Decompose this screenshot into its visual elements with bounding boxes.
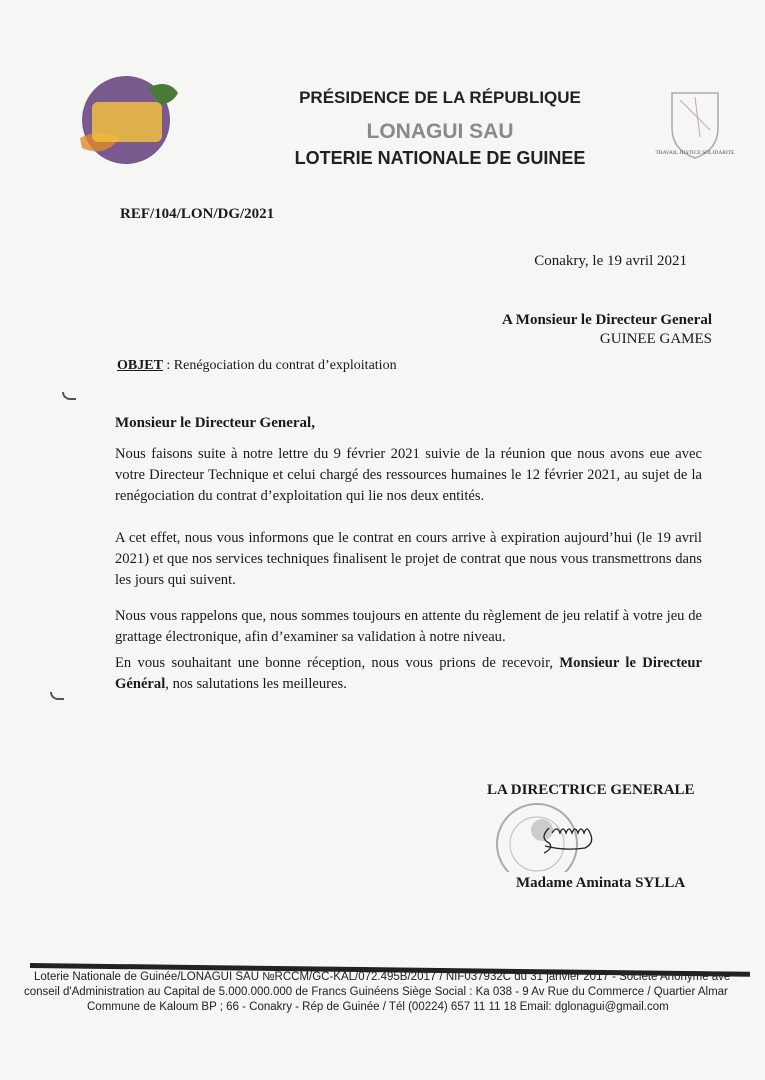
object-label: OBJET (117, 358, 163, 373)
closing-text: En vous souhaitant une bonne réception, nous vous prions de recevoir, (115, 655, 560, 671)
presidency-heading: PRÉSIDENCE DE LA RÉPUBLIQUE (299, 88, 581, 107)
crest-motto: TRAVAIL JUSTICE SOLIDARITE (655, 150, 735, 156)
org-short-name: LONAGUI SAU (366, 120, 514, 143)
paragraph: Nous faisons suite à notre lettre du 9 février 2021 suivie de la réunion que nous avons eue avec votre Directeur Technique et celui chargé des ressources humaines le 12 février 2021, au sujet de la renégociation du contrat d’exploitation qui lie nos deux entités. (115, 446, 702, 504)
closing-paragraph (115, 653, 702, 695)
signatory-name: Madame Aminata SYLLA (516, 875, 686, 891)
footer-line: conseil d'Administration au Capital de 5.000.000.000 de Francs Guinéens Siège Social : Ka 038 - 9 Av Rue du Commerce / Quartier Almar (24, 986, 728, 998)
official-stamp-and-signature (487, 800, 607, 872)
paragraph: Nous vous rappelons que, nous sommes toujours en attente du règlement de jeu relatif à votre jeu de grattage électronique, afin d’examiner sa validation à notre niveau. (115, 608, 702, 645)
closing-text-end: , nos salutations les meilleures. (165, 676, 347, 692)
letter-object (117, 358, 397, 374)
salutation: Monsieur le Directeur General, (115, 415, 315, 431)
letter-date: Conakry, le 19 avril 2021 (534, 253, 687, 269)
scan-mark (62, 392, 76, 400)
recipient-title: A Monsieur le Directeur General (502, 312, 712, 328)
footer-line: Commune de Kaloum BP ; 66 - Conakry - Rép de Guinée / Tél (00224) 657 11 11 18 Email: dglonagui@gmail.com (87, 1001, 669, 1013)
signatory-title: LA DIRECTRICE GENERALE (487, 782, 695, 798)
paragraph: A cet effet, nous vous informons que le contrat en cours arrive à expiration aujourd’hui (le 19 avril 2021) et que nos services techniques finalisent le projet de contrat que nous vous transmettrons dans les jours qui suivent. (115, 530, 702, 588)
letter-reference: REF/104/LON/DG/2021 (120, 206, 275, 222)
lonagui-logo (78, 68, 190, 168)
closing-bold: Monsieur le Directeur Général (115, 655, 702, 692)
recipient-org: GUINEE GAMES (599, 331, 712, 347)
scan-mark (50, 692, 64, 700)
object-text: : Renégociation du contrat d’exploitation (162, 358, 397, 373)
org-full-name: LOTERIE NATIONALE DE GUINEE (294, 148, 586, 168)
footer-line: Loterie Nationale de Guinée/LONAGUI SAU №RCCM/GC-KAL/072.495B/2017 / NIF037932C du 31 janvier 2017 - Société Anonyme ave (34, 971, 731, 983)
